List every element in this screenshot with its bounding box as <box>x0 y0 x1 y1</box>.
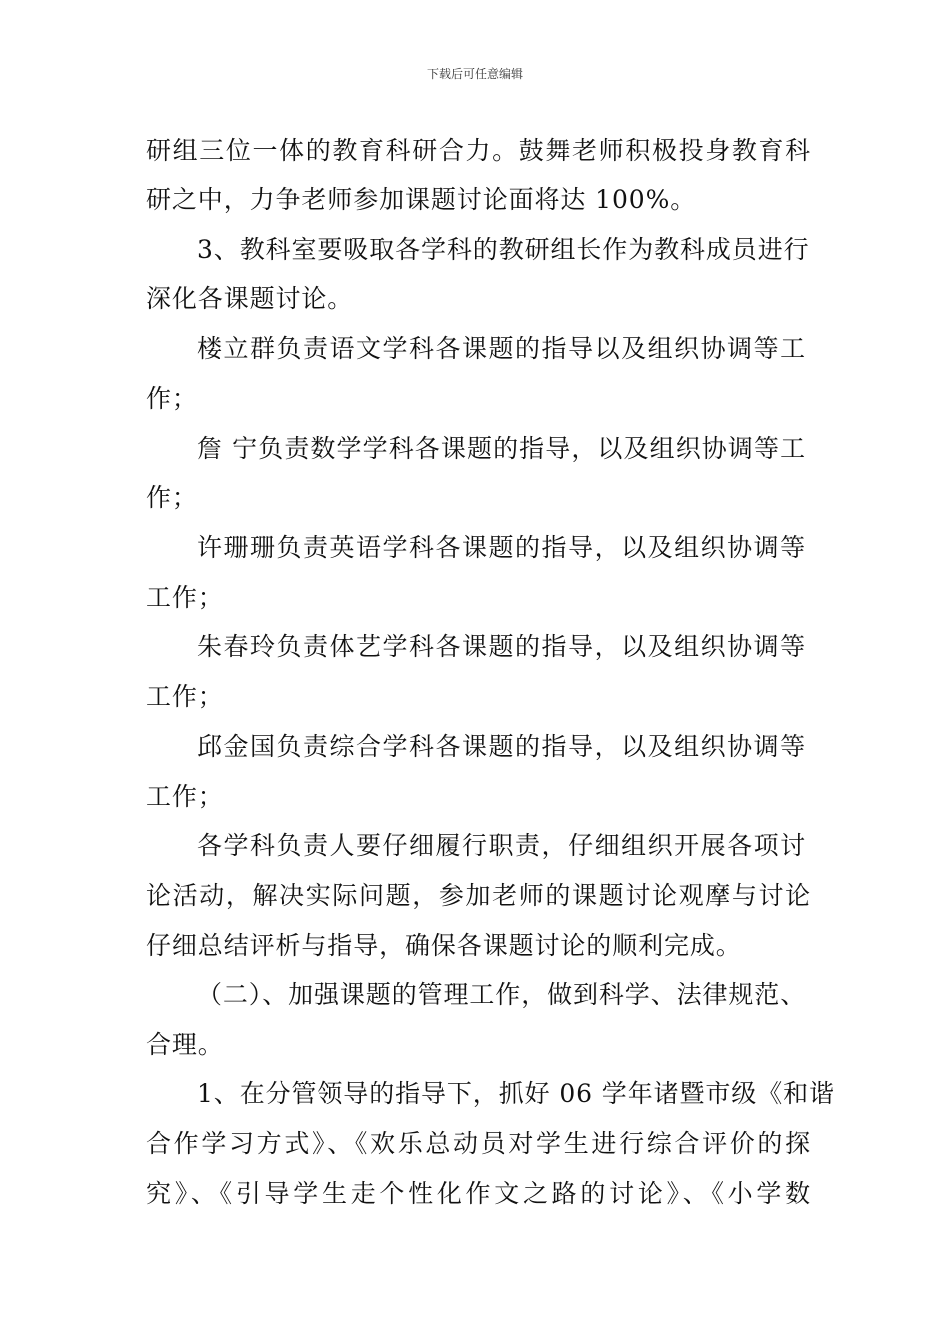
text-line: 深化各课题讨论。 <box>146 284 354 313</box>
text-line: 工作； <box>146 583 224 612</box>
text-line: 许珊珊负责英语学科各课题的指导，以及组织协调等 <box>197 533 806 562</box>
page-header-note: 下载后可任意编辑 <box>426 67 523 81</box>
text-line: 研之中，力争老师参加课题讨论面将达 100%。 <box>146 185 697 214</box>
text-line: 3、教科室要吸取各学科的教研组长作为教科成员进行 <box>197 235 810 264</box>
text-line: 论活动，解决实际问题，参加老师的课题讨论观摩与讨论 <box>146 881 811 910</box>
text-line: 仔细总结评析与指导，确保各课题讨论的顺利完成。 <box>146 931 742 960</box>
text-line: 作； <box>146 483 198 512</box>
text-line: 楼立群负责语文学科各课题的指导以及组织协调等工 <box>197 334 806 363</box>
text-line: 工作； <box>146 782 224 811</box>
text-line: 合理。 <box>146 1030 224 1059</box>
text-line: 工作； <box>146 682 224 711</box>
text-line: （二）、加强课题的管理工作，做到科学、法律规范、 <box>197 980 807 1009</box>
text-line: 朱春玲负责体艺学科各课题的指导，以及组织协调等 <box>197 632 806 661</box>
text-line: 合作学习方式》、《欢乐总动员对学生进行综合评价的探 <box>146 1129 811 1158</box>
text-line: 究》、《引导学生走个性化作文之路的讨论》、《小学数 <box>146 1179 811 1208</box>
text-line: 研组三位一体的教育科研合力。鼓舞老师积极投身教育科 <box>146 136 811 165</box>
text-line: 各学科负责人要仔细履行职责，仔细组织开展各项讨 <box>197 831 806 860</box>
text-line: 1、在分管领导的指导下，抓好 06 学年诸暨市级《和谐 <box>197 1079 835 1108</box>
text-line: 作； <box>146 384 198 413</box>
text-line: 詹 宁负责数学学科各课题的指导，以及组织协调等工 <box>197 434 806 463</box>
text-line: 邱金国负责综合学科各课题的指导，以及组织协调等 <box>197 732 806 761</box>
